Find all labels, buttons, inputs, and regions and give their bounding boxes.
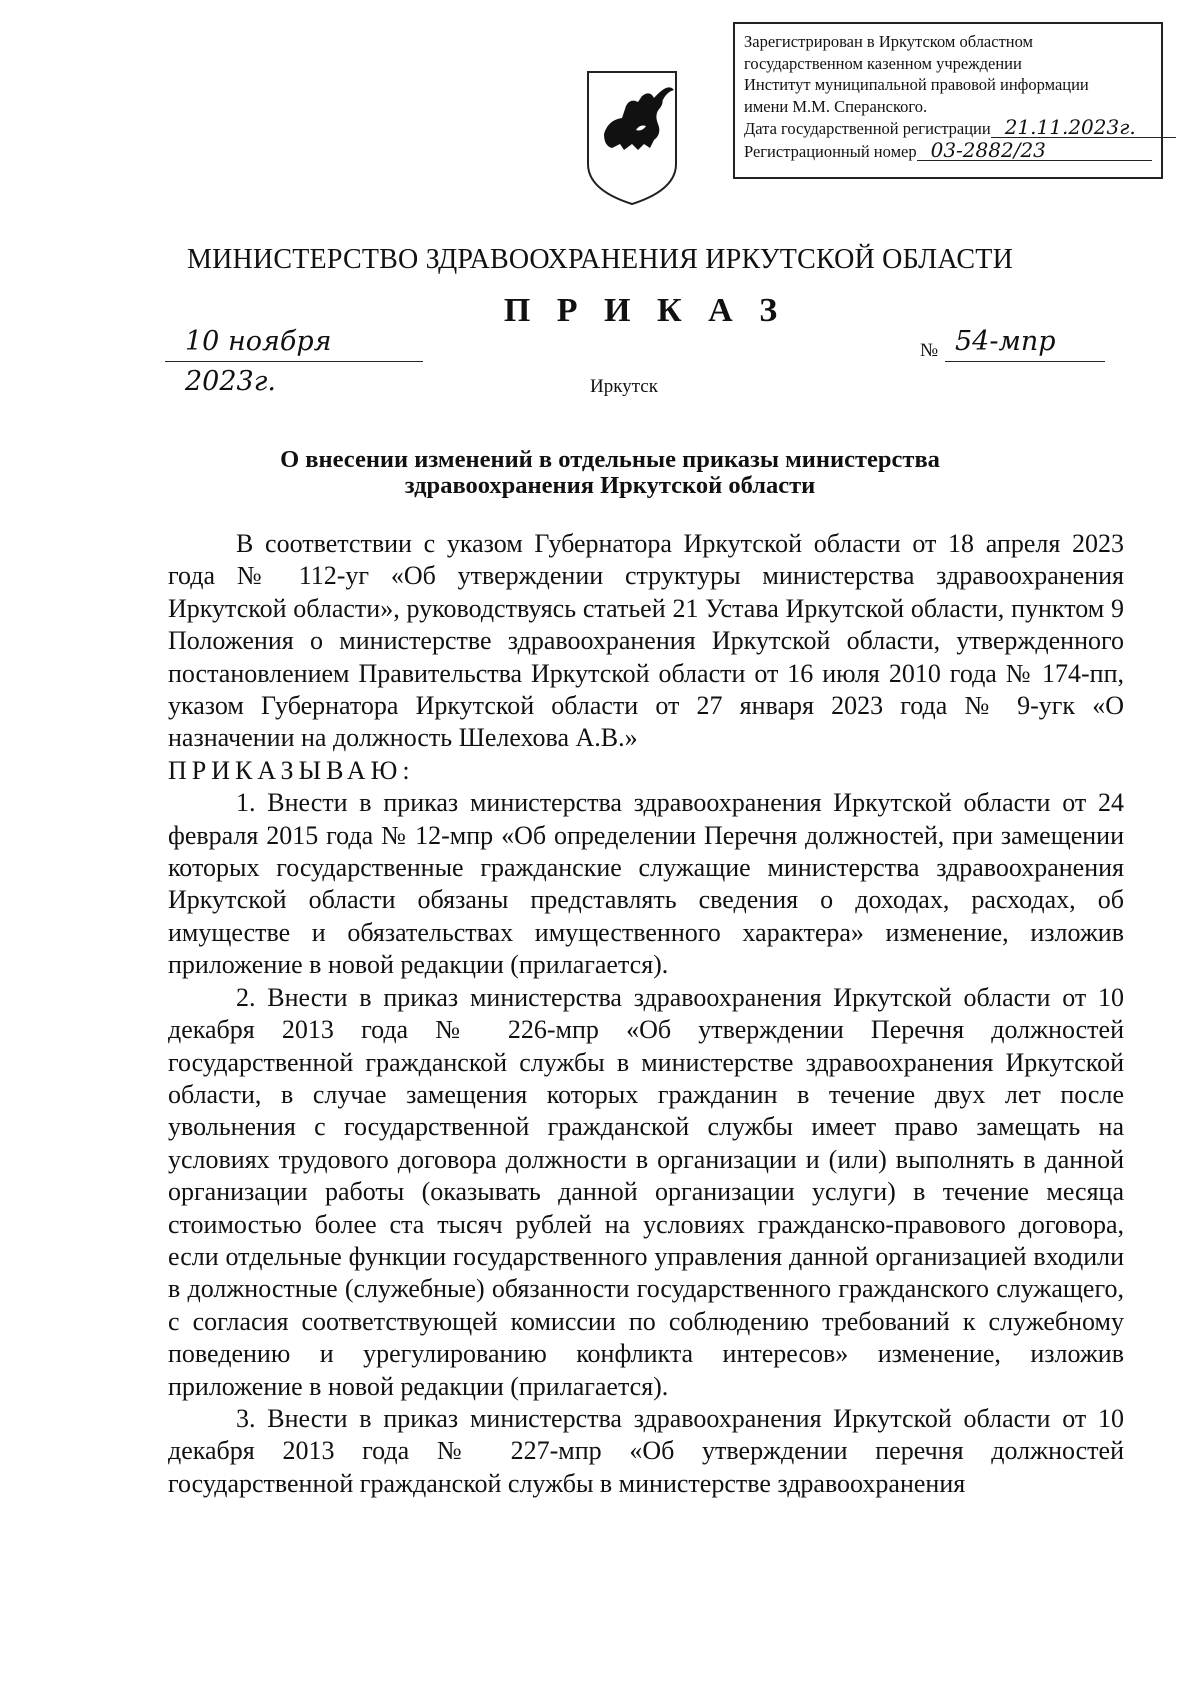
registration-number-value: 03-2882/23: [917, 140, 1152, 161]
registration-line: Зарегистрирован в Иркутском областном: [744, 32, 1033, 51]
order-item-1: 1. Внести в приказ министерства здравоохранения Иркутской области от 24 февраля 2015 года № 12-мпр «Об определении Перечня должностей, при замещении которых государственные гражданские служащие министерства здравоохранения Иркутской области обязаны представлять сведения о доходах, расходах, об имуществе и обязательствах имущественного характера» изменение, изложив приложение в новой редакции (прилагается).: [168, 788, 1124, 980]
registration-number-label: Регистрационный номер: [744, 141, 917, 161]
preamble-paragraph: В соответствии с указом Губернатора Иркутской области от 18 апреля 2023 года № 112-уг «Об утверждении структуры министерства здравоохранения Иркутской области», руководствуясь статьей 21 Устава Иркутской области, пунктом 9 Положения о министерстве здравоохранения Иркутской области, утвержденного постановлением Правительства Иркутской области от 16 июля 2010 года № 174-пп, указом Губернатора Иркутской области от 27 января 2023 года № 9-угк «О назначении на должность Шелехова А.В.»: [168, 529, 1124, 753]
order-body: [168, 528, 1124, 1500]
registration-date-line: [744, 117, 1153, 140]
coat-of-arms-icon: [584, 68, 680, 208]
registration-line: государственном казенном учреждении: [744, 53, 1022, 73]
order-number-handwritten: 54-мпр: [945, 322, 1105, 362]
order-word: ПРИКАЗЫВАЮ:: [168, 755, 415, 785]
registration-date-label: Дата государственной регистрации: [744, 119, 991, 138]
order-number-label: №: [920, 340, 939, 361]
registration-line: Институт муниципальной правовой информации: [744, 75, 1089, 94]
order-subject: [240, 447, 980, 499]
order-date-handwritten: 10 ноября 2023г.: [165, 322, 423, 362]
document-type: П Р И К А З: [503, 292, 787, 329]
order-item-2: 2. Внести в приказ министерства здравоохранения Иркутской области от 10 декабря 2013 года № 226-мпр «Об утверждении Перечня должностей государственной гражданской службы в министерстве здравоохранения Иркутской области, в случае замещения которых гражданин в течение двух лет после увольнения с государственной гражданской службы имеет право замещать на условиях трудового договора должности в организации и (или) выполнять в данной организации работы (оказывать данной организации услуги) в течение месяца стоимостью более ста тысяч рублей на условиях гражданско-правового договора, если отдельные функции государственного управления данной организацией входили в должностные (служебные) обязанности государственного гражданского служащего, с согласия соответствующей комиссии по соблюдению требований к служебному поведению и урегулированию конфликта интересов» изменение, изложив приложение в новой редакции (прилагается).: [168, 982, 1124, 1401]
registration-date-value: 21.11.2023г.: [991, 117, 1176, 138]
registration-number-line: [744, 137, 1153, 163]
registration-line: имени М.М. Сперанского.: [744, 96, 928, 116]
city-name: Иркутск: [590, 376, 658, 397]
subject-line: О внесении изменений в отдельные приказы министерства: [280, 446, 940, 473]
subject-line: здравоохранения Иркутской области: [404, 472, 816, 499]
order-item-3: 3. Внести в приказ министерства здравоохранения Иркутской области от 10 декабря 2013 года № 227-мпр «Об утверждении перечня должностей государственной гражданской службы в министерстве здравоохранения: [168, 1403, 1124, 1498]
registration-stamp: [733, 22, 1163, 179]
ministry-name: МИНИСТЕРСТВО ЗДРАВООХРАНЕНИЯ ИРКУТСКОЙ ОБЛАСТИ: [186, 244, 1013, 275]
